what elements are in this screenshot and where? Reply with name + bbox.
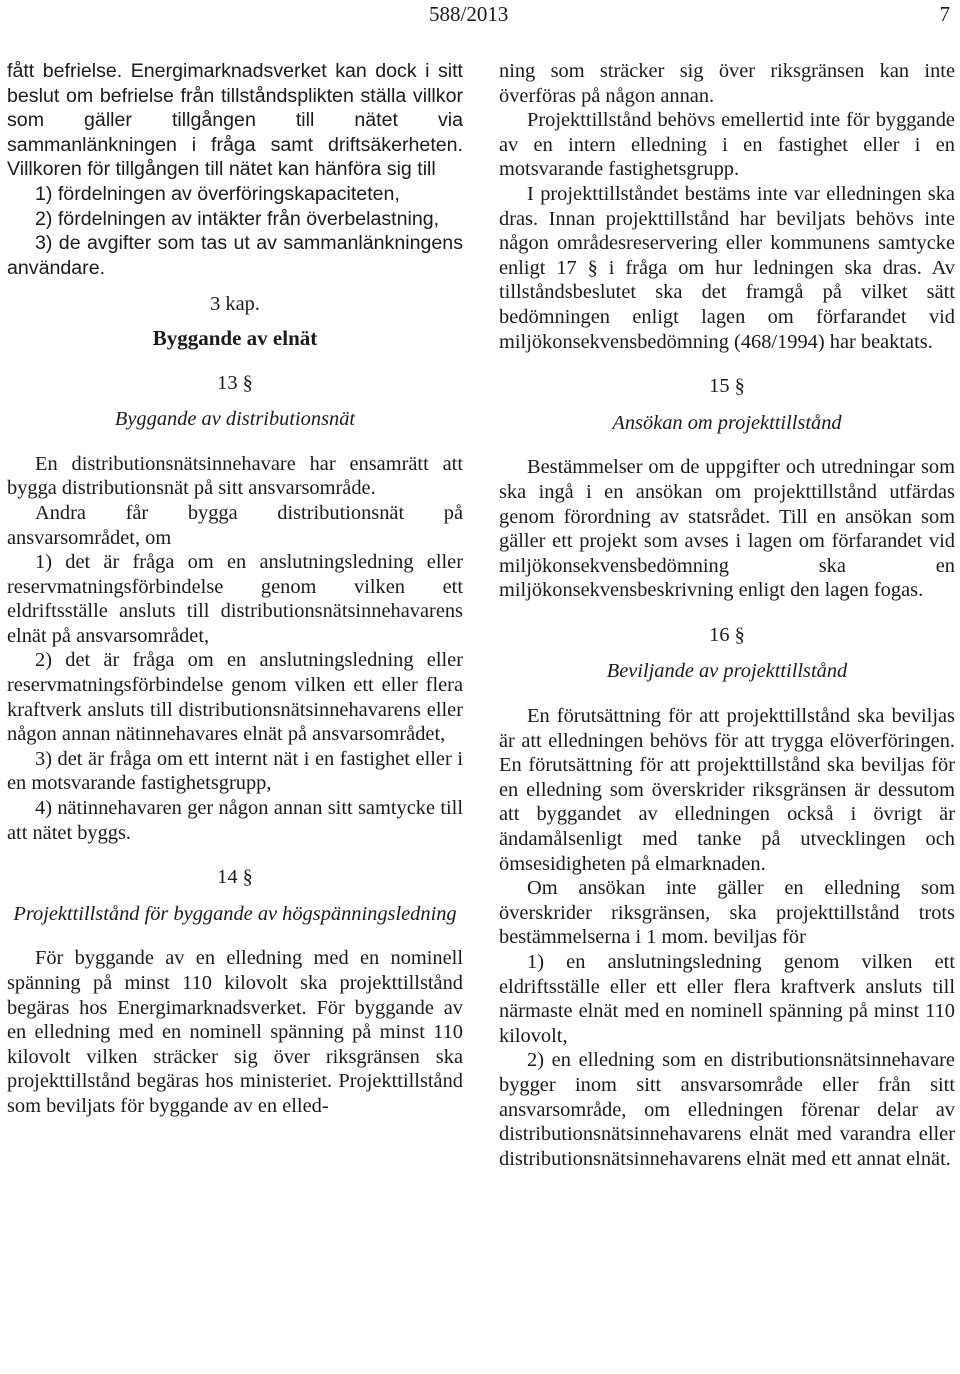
paragraph: Bestämmelser om de uppgifter och utredningar som ska ingå i en ansökan om projekttillstånd utfärdas genom förordning av statsrådet. Till en ansökan som gäller ett projekt som avses i lagen om förfarandet vid miljökonsekvensbedömning ska en miljökonsekvensbeskrivning enligt den lagen fogas. <box>499 456 955 602</box>
paragraph: Andra får bygga distributionsnät på ansvarsområdet, om <box>7 501 463 549</box>
list-item: 2) det är fråga om en anslutningsledning eller reservmatningsförbindelse genom vilken ett eller flera kraftverk ansluts till distributionsnätsinnehavarens eller någon annan nätinnehavares elnät på ansvarsområdet, <box>7 649 463 746</box>
list-item: 2) en elledning som en distributionsnätsinnehavare bygger inom sitt ansvarsområde eller från sitt ansvarsområde, om elledningen förenar delar av distributionsnätsinnehavarens elnät med varandra eller distributionsnätsinnehavarens elnät med ett annat elnät. <box>499 1049 955 1170</box>
list-item: 1) det är fråga om en anslutningsledning eller reservmatningsförbindelse genom vilken ett eldriftsställe ansluts till distributionsnätsinnehavarens elnät på ansvarsområdet, <box>7 551 463 647</box>
list-item: 1) fördelningen av överföringskapaciteten, <box>35 182 400 205</box>
section-title: Beviljande av projekttillstånd <box>606 660 848 683</box>
left-column <box>7 59 463 1119</box>
document-number: 588/2013 <box>429 2 509 26</box>
paragraph: fått befrielse. Energimarknadsverket kan dock i sitt beslut om befrielse från tillståndsplikten ställa villkor som gäller tillgången till nätet via sammanlänkningen i fråga samt driftsäkerheten. Villkoren för tillgången till nätet kan hänföra sig till <box>7 60 463 181</box>
section-title: Byggande av distributionsnät <box>114 408 356 431</box>
page-header <box>0 0 960 30</box>
section-number: 13 § <box>217 371 253 394</box>
list-item: 1) en anslutningsledning genom vilken ett eldriftsställe eller ett eller flera kraftverk ansluts till närmaste elnät med en nominell spänning på minst 110 kilovolt, <box>499 951 955 1047</box>
section-title: Projekttillstånd för byggande av högspänningsledning <box>13 902 457 925</box>
list-item: 4) nätinnehavaren ger någon annan sitt samtycke till att nätet byggs. <box>7 797 463 844</box>
paragraph: ning som sträcker sig över riksgränsen kan inte överföras på någon annan. <box>499 60 955 107</box>
chapter-number: 3 kap. <box>210 293 260 316</box>
paragraph: Om ansökan inte gäller en elledning som överskrider riksgränsen, ska projekttillstånd trots bestämmelserna i 1 mom. beviljas för <box>499 877 955 949</box>
list-item: 3) det är fråga om ett internt nät i en fastighet eller i en motsvarande fastighetsgrupp, <box>7 747 463 795</box>
paragraph: En distributionsnätsinnehavare har ensamrätt att bygga distributionsnät på sitt ansvarsområde. <box>7 452 463 500</box>
paragraph: Projekttillstånd behövs emellertid inte för byggande av en intern elledning i en fastighet eller i en motsvarande fastighetsgrupp. <box>499 109 955 181</box>
right-column <box>499 59 955 1171</box>
paragraph: En förutsättning för att projekttillstånd ska beviljas är att elledningen behövs för att trygga elöverföringen. En förutsättning för att projekttillstånd ska beviljas för en elledning som överskrider riksgränsen är dessutom att byggandet av elledningen också i övrigt är ändamålsenligt med tanke på utvecklingen och ömsesidigheten på elmarknaden. <box>499 705 955 875</box>
section-number: 14 § <box>217 866 253 889</box>
list-item: 3) de avgifter som tas ut av sammanlänkningens användare. <box>7 232 463 279</box>
paragraph: I projekttillståndet bestäms inte var elledningen ska dras. Innan projekttillstånd har beviljats behövs inte någon områdesreservering eller kommunens samtycke enligt 17 § i fråga om hur ledningen ska dras. Av tillståndsbeslutet ska det framgå på vilket sätt bedömningen enligt lagen om förfarandet vid miljökonsekvensbedömning (468/1994) har beaktats. <box>499 182 955 353</box>
paragraph: För byggande av en elledning med en nominell spänning på minst 110 kilovolt ska projekttillstånd begäras hos Energimarknadsverket. För byggande av en elledning med en nominell spänning på minst 110 kilovolt vilken sträcker sig över riksgränsen ska projekttillstånd begäras hos ministeriet. Projekttillstånd som beviljats för byggande av en elled- <box>7 947 463 1117</box>
section-title: Ansökan om projekttillstånd <box>612 411 842 434</box>
chapter-title: Byggande av elnät <box>152 325 318 350</box>
section-number: 15 § <box>709 375 745 398</box>
section-number: 16 § <box>709 623 745 646</box>
page-number: 7 <box>939 2 950 26</box>
list-item: 2) fördelningen av intäkter från överbelastning, <box>35 207 440 230</box>
